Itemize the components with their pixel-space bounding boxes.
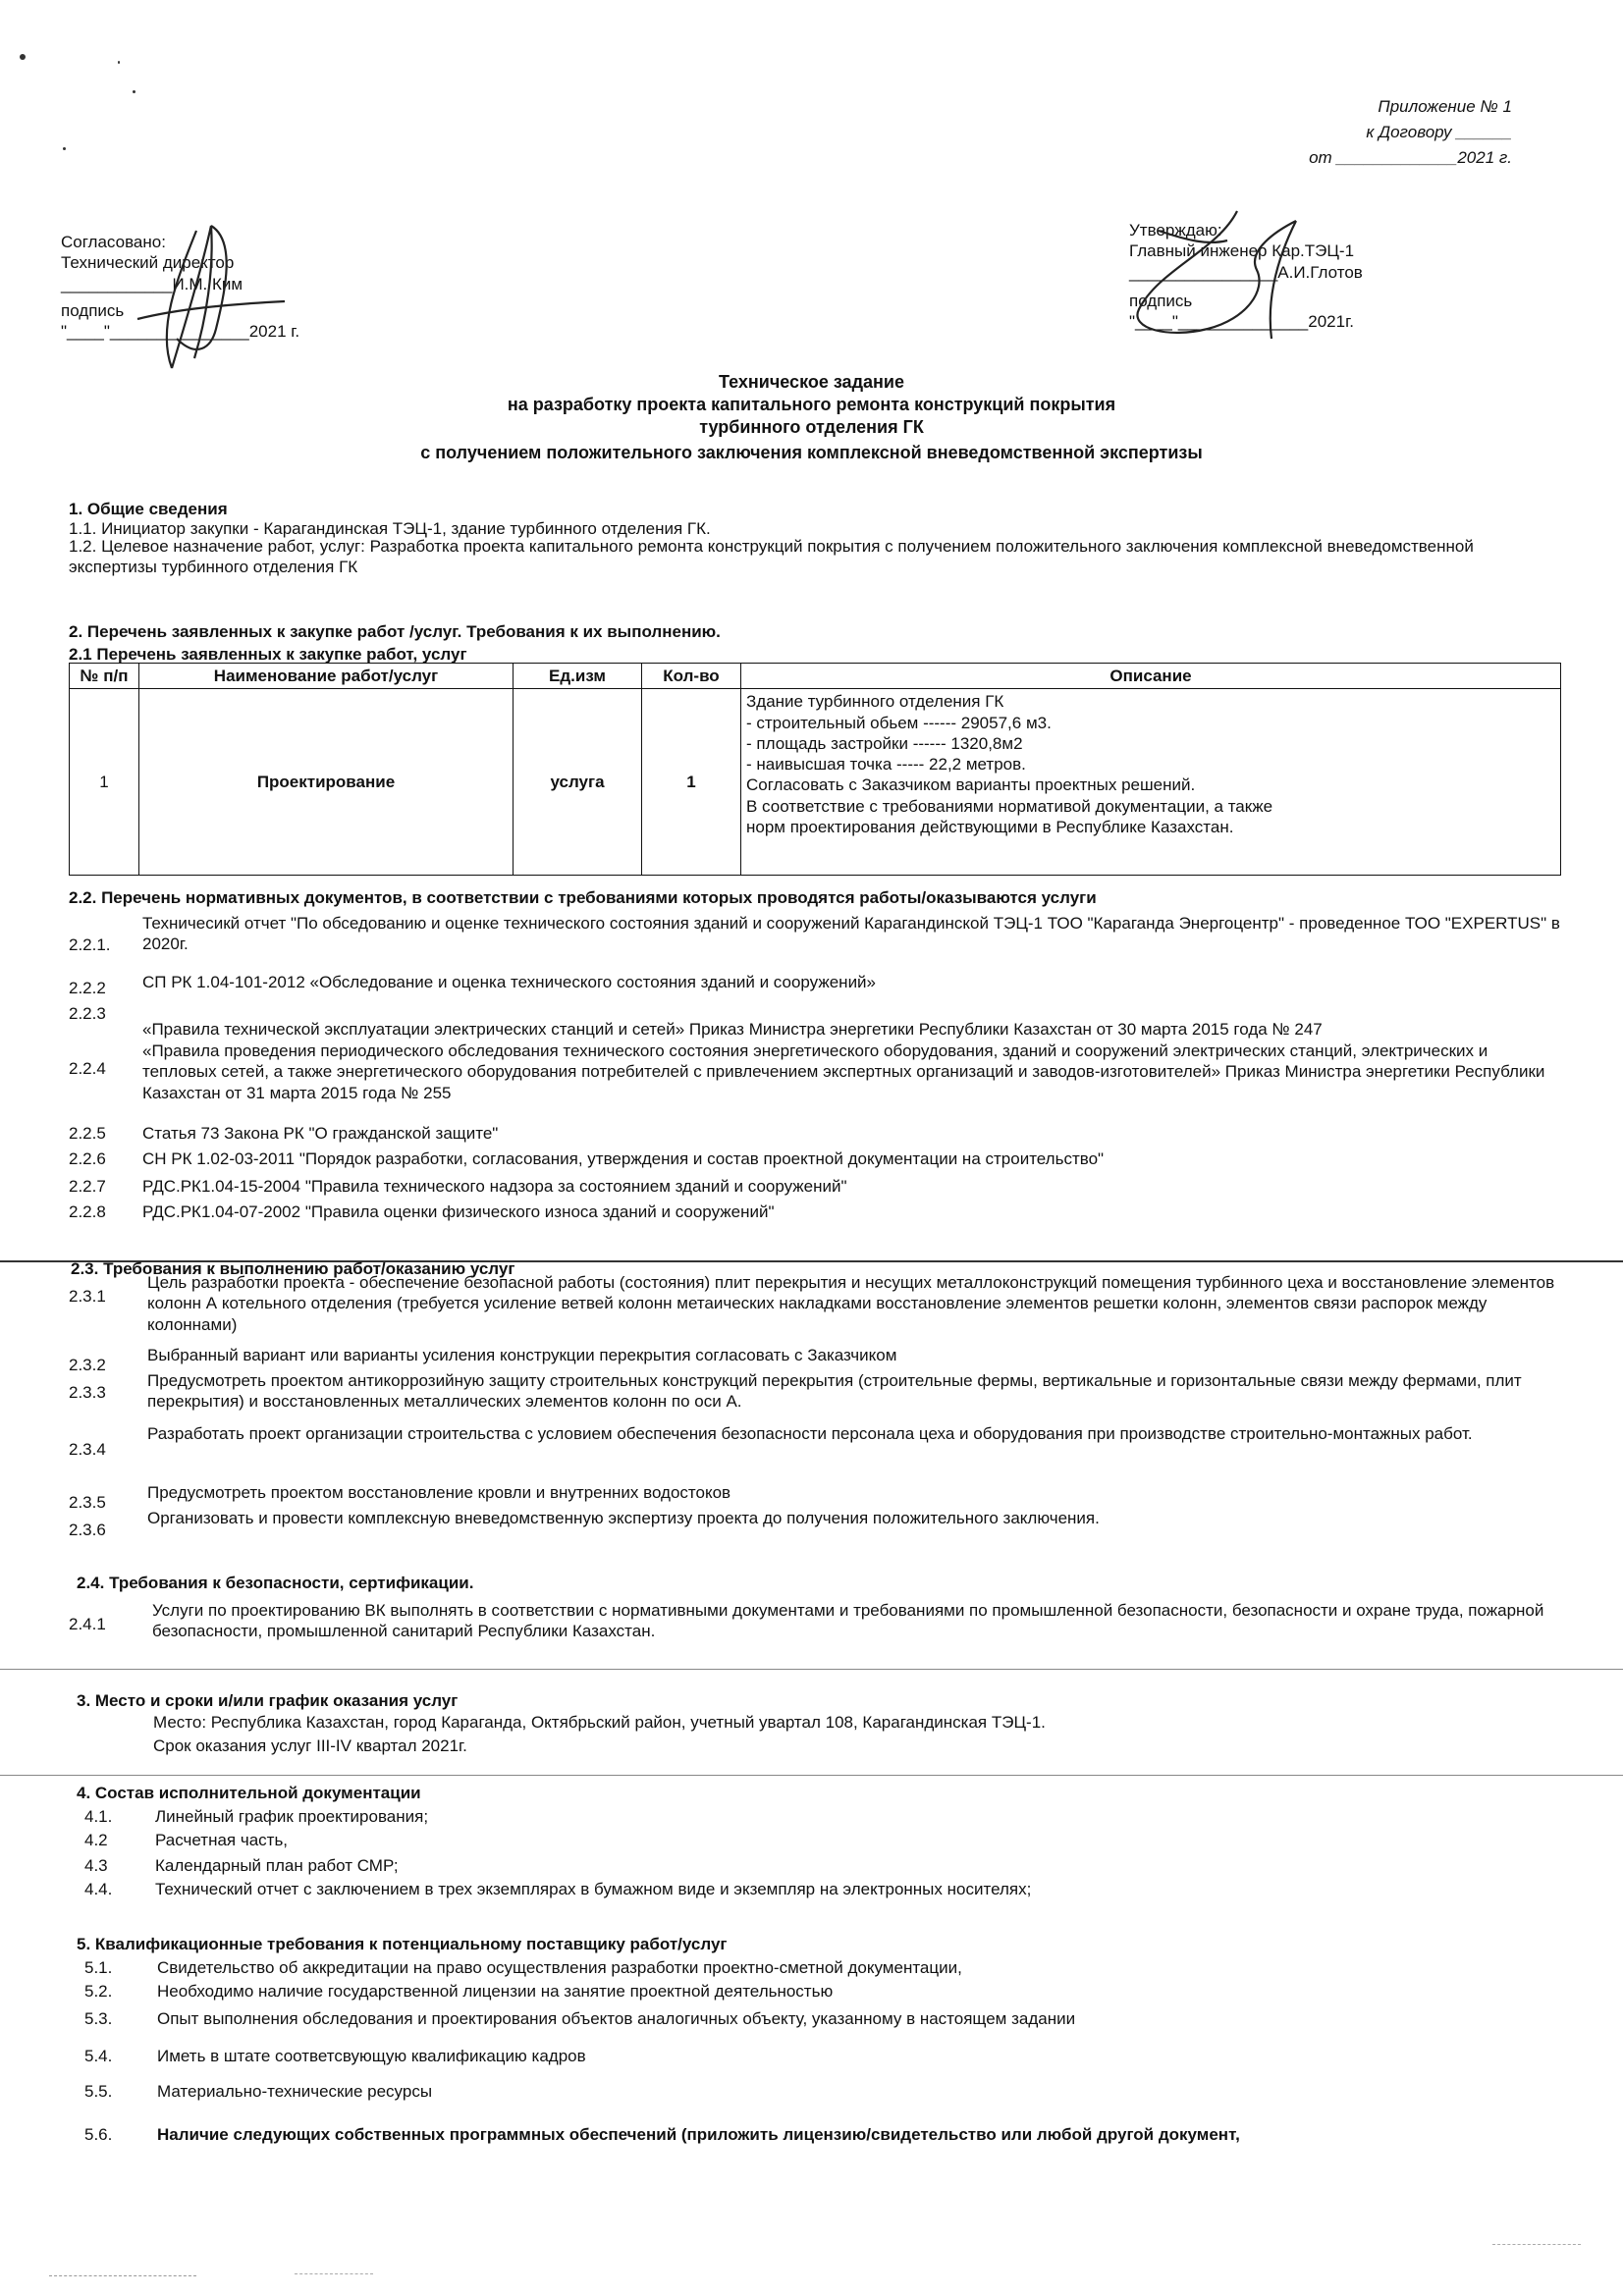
cell-unit: услуга	[514, 689, 642, 876]
doc-item-number: 2.2.4	[69, 1059, 106, 1078]
exec-doc-text: Технический отчет с заключением в трех экземплярах в бумажном виде и экземпляр на электронных носителях;	[155, 1880, 1032, 1898]
doc-item-text: «Правила проведения периодического обследования технического состояния энергетического оборудования, зданий и сооружений электрических станций, электрических и тепловых сетей, а также энергетического оборудования потребителей с привлечением экспертных организаций и заводов-изготовителей» Приказ Министра энергетики Республики Казахстан от 31 марта 2015 года № 255	[142, 1041, 1545, 1102]
doc-subtitle-2: турбинного отделения ГК	[699, 417, 924, 437]
doc-item-number: 2.2.7	[69, 1177, 106, 1196]
qual-text: Необходимо наличие государственной лицензии на занятие проектной деятельностью	[157, 1982, 834, 2001]
doc-subtitle-3: с получением положительного заключения комплексной вневедомственной экспертизы	[420, 443, 1203, 462]
doc-item-number: 2.2.3	[69, 1004, 106, 1023]
safety-item	[69, 1600, 1561, 1645]
approval-left-position: Технический директор	[61, 253, 235, 273]
doc-item-text: Техничесикй отчет "По обседованию и оценке технического состояния зданий и сооружений Карагандинской ТЭЦ-1 ТОО "Караганда Энергоцентр" - проведенное ТОО "EXPERTUS" в 2020г.	[142, 914, 1560, 954]
safety-item-number: 2.4.1	[69, 1615, 106, 1633]
req-item-text: Предусмотреть проектом восстановление кровли и внутренних водостоков	[147, 1483, 731, 1502]
req-item-text: Выбранный вариант или варианты усиления конструкции перекрытия согласовать с Заказчиком	[147, 1346, 897, 1364]
req-item-text: Организовать и провести комплексную вневедомственную экспертизу проекта до получения положительного заключения.	[147, 1509, 1100, 1527]
desc-line: - строительный обьем ------ 29057,6 м3.	[746, 713, 1052, 732]
doc-item-text: РДС.РК1.04-07-2002 "Правила оценки физического износа зданий и сооружений"	[142, 1202, 775, 1221]
col-qty: Кол-во	[642, 664, 741, 689]
table-header-row	[70, 664, 1561, 689]
doc-item-number: 2.2.6	[69, 1149, 106, 1168]
req-item-number: 2.3.4	[69, 1440, 106, 1459]
desc-line: В соответствие с требованиями нормативой документации, а также норм проектирования действующими в Республике Казахстан.	[746, 796, 1273, 836]
approval-left-signature-label: подпись	[61, 300, 125, 320]
req-item-number: 2.3.1	[69, 1287, 106, 1306]
qual-number: 5.6.	[84, 2125, 113, 2144]
approval-left-name: ____________И.М. Ким	[61, 274, 243, 294]
scan-speck	[133, 90, 135, 93]
req-item-number: 2.3.6	[69, 1521, 106, 1539]
exec-doc-number: 4.2	[84, 1831, 108, 1849]
req-item-text: Разработать проект организации строительства с условием обеспечения безопасности персонала цеха и оборудования при производстве строительно-монтажных работ.	[147, 1424, 1473, 1443]
section-2-4-heading: 2.4. Требования к безопасности, сертификации.	[77, 1574, 474, 1592]
doc-item-text: СП РК 1.04-101-2012 «Обследование и оценка технического состояния зданий и сооружений»	[142, 973, 877, 991]
doc-item-text: Статья 73 Закона РК "О гражданской защите"	[142, 1124, 499, 1143]
col-number: № п/п	[70, 664, 139, 689]
desc-line: - наивысшая точка ----- 22,2 метров.	[746, 755, 1026, 774]
qual-text: Материально-технические ресурсы	[157, 2082, 433, 2101]
approval-right-position: Главный инженер Кар.ТЭЦ-1	[1129, 241, 1355, 261]
doc-item-number: 2.2.2	[69, 979, 106, 997]
cell-description	[741, 689, 1561, 876]
qual-number: 5.4.	[84, 2047, 113, 2065]
safety-item-text: Услуги по проектированию ВК выполнять в соответствии с нормативными документами и требованиями по промышленной безопасности, безопасности и охране труда, пожарной безопасности, промышленной санитарий Республики Казахстан.	[152, 1601, 1544, 1641]
appendix-date: от _____________2021 г.	[1309, 148, 1512, 167]
divider	[0, 1669, 1623, 1670]
doc-subtitle-1: на разработку проекта капитального ремонта конструкций покрытия	[507, 395, 1116, 414]
doc-item-text: «Правила технической эксплуатации электрических станций и сетей» Приказ Министра энергетики Республики Казахстан от 30 марта 2015 года № 247	[142, 1020, 1323, 1039]
req-item	[69, 1370, 1561, 1415]
exec-doc-number: 4.3	[84, 1856, 108, 1875]
doc-item-text: РДС.РК1.04-15-2004 "Правила технического надзора за состоянием зданий и сооружений"	[142, 1177, 847, 1196]
req-item	[69, 1272, 1561, 1337]
section-3-term: Срок оказания услуг III-IV квартал 2021г.	[153, 1736, 467, 1755]
scan-mark	[1492, 2244, 1581, 2245]
exec-doc-text: Линейный график проектирования;	[155, 1807, 429, 1826]
section-3-heading: 3. Место и сроки и/или график оказания услуг	[77, 1691, 459, 1710]
exec-doc-number: 4.1.	[84, 1807, 113, 1826]
scan-mark	[295, 2273, 373, 2274]
req-item	[69, 1423, 1561, 1468]
approval-right-date: "____"______________2021г.	[1129, 312, 1354, 331]
scan-speck	[118, 61, 120, 64]
cell-number: 1	[70, 689, 139, 876]
approval-right-signature-label: подпись	[1129, 291, 1193, 310]
left-signature	[118, 211, 295, 378]
col-name: Наименование работ/услуг	[139, 664, 514, 689]
scan-mark	[49, 2275, 196, 2276]
req-item-text: Цель разработки проекта - обеспечение безопасной работы (состояния) плит перекрытия и несущих металлоконструкций помещения турбинного цеха и восстановление элементов колонн А котельного отделения (требуется усиление ветвей колонн метаических накладками восстановление элементов решетки колонн, элементов связи распорок между колоннами)	[147, 1273, 1555, 1334]
approval-left-date: "____"_______________2021 г.	[61, 322, 300, 341]
section-1-heading: 1. Общие сведения	[69, 500, 228, 518]
table-row	[70, 689, 1561, 876]
scan-speck	[20, 54, 26, 60]
appendix-number: Приложение № 1	[1378, 97, 1512, 116]
cell-name: Проектирование	[139, 689, 514, 876]
req-item-number: 2.3.3	[69, 1383, 106, 1402]
exec-doc-text: Расчетная часть,	[155, 1831, 289, 1849]
section-1-item-2: 1.2. Целевое назначение работ, услуг: Разработка проекта капитального ремонта конструкций покрытия с получением положительного заключения комплексной вневедомственной экспертизы турбинного отделения ГК	[69, 537, 1474, 577]
section-4-heading: 4. Состав исполнительной документации	[77, 1784, 421, 1802]
desc-line: Здание турбинного отделения ГК	[746, 692, 1004, 712]
qual-text: Иметь в штате соответсвующую квалификацию кадров	[157, 2047, 586, 2065]
doc-item	[69, 913, 1561, 956]
req-item-number: 2.3.5	[69, 1493, 106, 1512]
desc-line: Согласовать с Заказчиком варианты проектных решений.	[746, 775, 1196, 795]
doc-item	[69, 1041, 1561, 1111]
doc-item-number: 2.2.5	[69, 1124, 106, 1143]
section-5-heading: 5. Квалификационные требования к потенциальному поставщику работ/услуг	[77, 1935, 728, 1953]
section-2-3-heading: 2.3. Требования к выполнению работ/оказанию услуг	[71, 1259, 515, 1278]
exec-doc-number: 4.4.	[84, 1880, 113, 1898]
qual-number: 5.1.	[84, 1958, 113, 1977]
doc-title: Техническое задание	[719, 372, 904, 392]
approval-left-label: Согласовано:	[61, 233, 166, 251]
exec-doc-text: Календарный план работ СМР;	[155, 1856, 399, 1875]
qual-number: 5.2.	[84, 1982, 113, 2001]
approval-right-label: Утверждаю:	[1129, 221, 1222, 240]
qual-number: 5.3.	[84, 2009, 113, 2028]
section-2-2-heading: 2.2. Перечень нормативных документов, в соответствии с требованиями которых проводятся работы/оказываются услуги	[69, 888, 1097, 907]
approval-right-name: ________________А.И.Глотов	[1129, 262, 1363, 282]
section-3-place: Место: Республика Казахстан, город Караганда, Октябрьский район, учетный увартал 108, Карагандинская ТЭЦ-1.	[153, 1713, 1046, 1732]
req-item-number: 2.3.2	[69, 1356, 106, 1374]
req-item-text: Предусмотреть проектом антикоррозийную защиту строительных конструкций перекрытия (строительные фермы, вертикальные и горизонтальные связи между фермами, плит перекрытия) и восстановленных металлических элементов колонн по оси А.	[147, 1371, 1522, 1412]
col-description: Описание	[741, 664, 1561, 689]
desc-line: - площадь застройки ------ 1320,8м2	[746, 733, 1023, 753]
doc-item-text: СН РК 1.02-03-2011 "Порядок разработки, согласования, утверждения и состав проектной документации на строительство"	[142, 1149, 1105, 1168]
right-signature	[1100, 191, 1355, 348]
section-1-item-1: 1.1. Инициатор закупки - Карагандинская ТЭЦ-1, здание турбинного отделения ГК.	[69, 519, 711, 538]
col-unit: Ед.изм	[514, 664, 642, 689]
qual-text: Наличие следующих собственных программных обеспечений (приложить лицензию/свидетельство или любой другой документ,	[157, 2125, 1240, 2144]
scan-speck	[63, 147, 66, 150]
appendix-contract: к Договору ______	[1366, 123, 1512, 141]
cell-qty: 1	[642, 689, 741, 876]
qual-number: 5.5.	[84, 2082, 113, 2101]
qual-text: Свидетельство об аккредитации на право осуществления разработки проектно-сметной документации,	[157, 1958, 962, 1977]
divider	[0, 1775, 1623, 1776]
doc-item-number: 2.2.1.	[69, 935, 111, 954]
doc-item-number: 2.2.8	[69, 1202, 106, 1221]
services-table	[69, 663, 1561, 876]
qual-text: Опыт выполнения обследования и проектирования объектов аналогичных объекту, указанному в настоящем задании	[157, 2009, 1076, 2028]
section-2-1-heading: 2.1 Перечень заявленных к закупке работ, услуг	[69, 645, 467, 664]
section-2-heading: 2. Перечень заявленных к закупке работ /услуг. Требования к их выполнению.	[69, 622, 721, 641]
